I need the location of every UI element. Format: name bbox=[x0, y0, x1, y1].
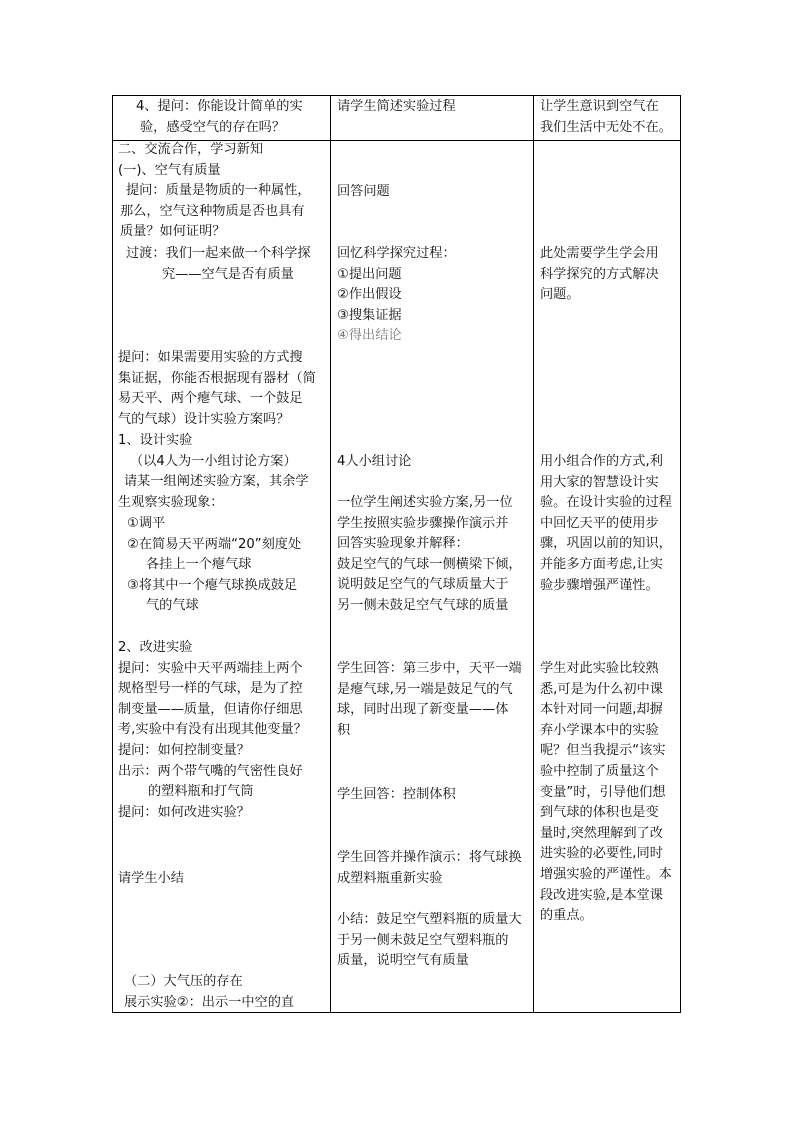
col2-line: 于另一侧未鼓足空气塑料瓶的 bbox=[337, 932, 509, 948]
col2-recall bbox=[337, 244, 456, 347]
col2-discuss bbox=[337, 452, 411, 473]
col2-line: ④得出结论 bbox=[337, 328, 402, 344]
col1-question-1 bbox=[120, 181, 311, 243]
col1-line: 请学生小结 bbox=[118, 871, 184, 886]
col1-line: 气的气球 bbox=[146, 598, 199, 614]
col1-line: 提问：如果需要用实验的方式搜 bbox=[118, 350, 303, 365]
col1-line: 规格型号一样的气球，是为了控 bbox=[118, 681, 303, 697]
col3-line: 用小组合作的方式,利 bbox=[540, 454, 663, 469]
col1-steps bbox=[127, 514, 301, 617]
col1-line: 提问：实验中天平两端挂上两个 bbox=[118, 660, 303, 676]
col2-line: 学生回答：第三步中，天平一端 bbox=[337, 661, 522, 676]
row1-col2-line: 请学生简述实验过程 bbox=[337, 99, 456, 114]
table-col-divider-1 bbox=[330, 95, 331, 1013]
col1-line: 的塑料瓶和打气筒 bbox=[148, 784, 254, 800]
col1-summary bbox=[118, 869, 184, 890]
col1-line: 1、设计实验 bbox=[118, 433, 193, 448]
col1-line: 质量？如何证明？ bbox=[120, 224, 226, 240]
col3-line: 增强实验的严谨性。本 bbox=[540, 866, 672, 882]
col3-line: 用大家的智慧设计实 bbox=[540, 474, 659, 490]
col2-line: 是瘪气球,另一端是鼓足气的气 bbox=[337, 681, 513, 697]
col1-line: 集证据，你能否根据现有器材（简 bbox=[118, 370, 316, 386]
table-border-right bbox=[680, 95, 681, 1013]
col1-line: 究——空气是否有质量 bbox=[162, 266, 294, 282]
section-title: 二、交流合作，学习新知 bbox=[118, 142, 264, 157]
col1-line: 考,实验中有没有出现其他变量？ bbox=[118, 722, 307, 738]
col2-line: 成塑料瓶重新实验 bbox=[337, 870, 443, 886]
col1-line: 各挂上一个瘪气球 bbox=[146, 557, 252, 573]
col1-question-2 bbox=[118, 348, 316, 430]
col2-line: 说明鼓足空气的气球质量大于 bbox=[337, 577, 509, 593]
col1-line: （以4人为一小组讨论方案） bbox=[130, 453, 297, 469]
col3-note-1 bbox=[540, 244, 659, 306]
col2-line: 球，同时出现了新变量——体 bbox=[337, 702, 509, 718]
col3-note-2 bbox=[540, 452, 672, 596]
col2-line: 回忆科学探究过程： bbox=[337, 246, 456, 261]
col1-line: 易天平、两个瘪气球、一个鼓足 bbox=[118, 391, 303, 407]
col2-conclusion bbox=[337, 910, 522, 972]
row1-col3-line: 我们生活中无处不在。 bbox=[540, 119, 672, 135]
col1-line: ①调平 bbox=[127, 516, 166, 531]
col1-transition bbox=[126, 244, 311, 285]
col3-line: 呢？但当我提示“该实 bbox=[540, 743, 666, 759]
col3-line: 问题。 bbox=[540, 287, 580, 303]
row1-col3-line: 让学生意识到空气在 bbox=[540, 99, 659, 114]
col3-line: 本针对同一问题,却摒 bbox=[540, 702, 663, 718]
col1-line: 展示实验②：出示一中空的直 bbox=[124, 994, 295, 1010]
col3-line: 验步骤增强严谨性。 bbox=[540, 577, 659, 593]
col1-line: 提问：如何控制变量？ bbox=[118, 742, 250, 758]
row1-col1-cell bbox=[136, 97, 303, 138]
col2-line: 回答问题 bbox=[337, 184, 390, 199]
col1-line: 提问：质量是物质的一种属性， bbox=[126, 183, 311, 198]
subsection-title: (一)、空气有质量 bbox=[118, 162, 221, 178]
col1-line: 出示：两个带气嘴的气密性良好 bbox=[118, 763, 303, 779]
col3-line: 科学探究的方式解决 bbox=[540, 266, 659, 282]
col3-line: 进实验的必要性,同时 bbox=[540, 846, 663, 862]
col3-line: 弃小学课本中的实验 bbox=[540, 722, 659, 738]
col3-line: 验中控制了质量这个 bbox=[540, 763, 659, 779]
col2-line: 回答实验现象并解释： bbox=[337, 536, 469, 552]
col3-line: 变量”时，引导他们想 bbox=[540, 784, 666, 800]
col1-line: 气的气球）设计实验方案吗？ bbox=[118, 411, 290, 427]
col2-answer-3 bbox=[337, 848, 522, 889]
col1-line: 那么，空气这种物质是否也具有 bbox=[120, 203, 305, 219]
col3-line: 并能多方面考虑,让实 bbox=[540, 556, 663, 572]
col2-line: 另一侧未鼓足空气气球的质量 bbox=[337, 597, 509, 613]
col2-answer-2 bbox=[337, 785, 456, 806]
col2-line: 4人小组讨论 bbox=[337, 454, 412, 469]
col2-line: 学生回答并操作演示：将气球换 bbox=[337, 850, 522, 865]
col2-line: 学生按照实验步骤操作演示并 bbox=[337, 515, 509, 531]
col3-line: 骤，巩固以前的知识， bbox=[540, 536, 672, 552]
col3-line: 学生对此实验比较熟 bbox=[540, 661, 659, 676]
col2-line: ②作出假设 bbox=[337, 287, 402, 303]
subsection-title: （二）大气压的存在 bbox=[124, 974, 243, 989]
col2-line: 学生回答：控制体积 bbox=[337, 787, 456, 802]
col2-line: 质量，说明空气有质量 bbox=[337, 953, 469, 969]
col2-line: ③搜集证据 bbox=[337, 307, 402, 323]
col2-answer-1 bbox=[337, 659, 522, 741]
col2-line: 小结：鼓足空气塑料瓶的质量大 bbox=[337, 912, 522, 927]
row1-col1-line: 4、提问：你能设计简单的实 bbox=[136, 99, 303, 114]
col3-line: 悉,可是为什么初中课 bbox=[540, 681, 663, 697]
table-border-top bbox=[112, 95, 681, 96]
table-border-left bbox=[112, 95, 113, 1013]
col1-line: 制变量——质量，但请你仔细思 bbox=[118, 701, 303, 717]
row1-col3-cell bbox=[540, 97, 672, 138]
col1-line: 请某一组阐述实验方案，其余学 bbox=[124, 474, 309, 490]
row1-col1-line: 验，感受空气的存在吗？ bbox=[140, 119, 286, 135]
col1-line: ③将其中一个瘪气球换成鼓足 bbox=[127, 577, 298, 593]
col1-line: ②在简易天平两端“20”刻度处 bbox=[127, 536, 302, 552]
col2-line: ①提出问题 bbox=[337, 266, 402, 282]
col3-line: 段改进实验,是本堂课 bbox=[540, 887, 663, 903]
col2-line: 积 bbox=[337, 722, 351, 738]
col1-section-2 bbox=[124, 972, 294, 1013]
col2-answer bbox=[337, 182, 390, 203]
col1-line: 过渡：我们一起来做一个科学探 bbox=[126, 246, 311, 261]
col1-design-experiment bbox=[118, 431, 309, 513]
col1-section-heading bbox=[118, 140, 263, 181]
col3-line: 此处需要学生学会用 bbox=[540, 246, 659, 261]
col3-line: 量时,突然理解到了改 bbox=[540, 825, 663, 841]
col3-line: 到气球的体积也是变 bbox=[540, 805, 659, 821]
col1-improve-experiment bbox=[118, 638, 307, 823]
col2-demo bbox=[337, 493, 522, 617]
row1-col2-cell bbox=[337, 97, 456, 118]
col1-line: 提问：如何改进实验？ bbox=[118, 804, 250, 820]
col3-line: 中回忆天平的使用步 bbox=[540, 515, 659, 531]
col2-line: 鼓足空气的气球一侧横梁下倾， bbox=[337, 556, 522, 572]
col3-note-3 bbox=[540, 659, 672, 927]
col1-line: 2、改进实验 bbox=[118, 640, 193, 655]
col2-line: 一位学生阐述实验方案,另一位 bbox=[337, 495, 513, 510]
col3-line: 的重点。 bbox=[540, 908, 593, 924]
table-col-divider-2 bbox=[533, 95, 534, 1013]
col3-line: 验。在设计实验的过程 bbox=[540, 495, 672, 511]
col1-line: 生观察实验现象： bbox=[118, 494, 224, 510]
